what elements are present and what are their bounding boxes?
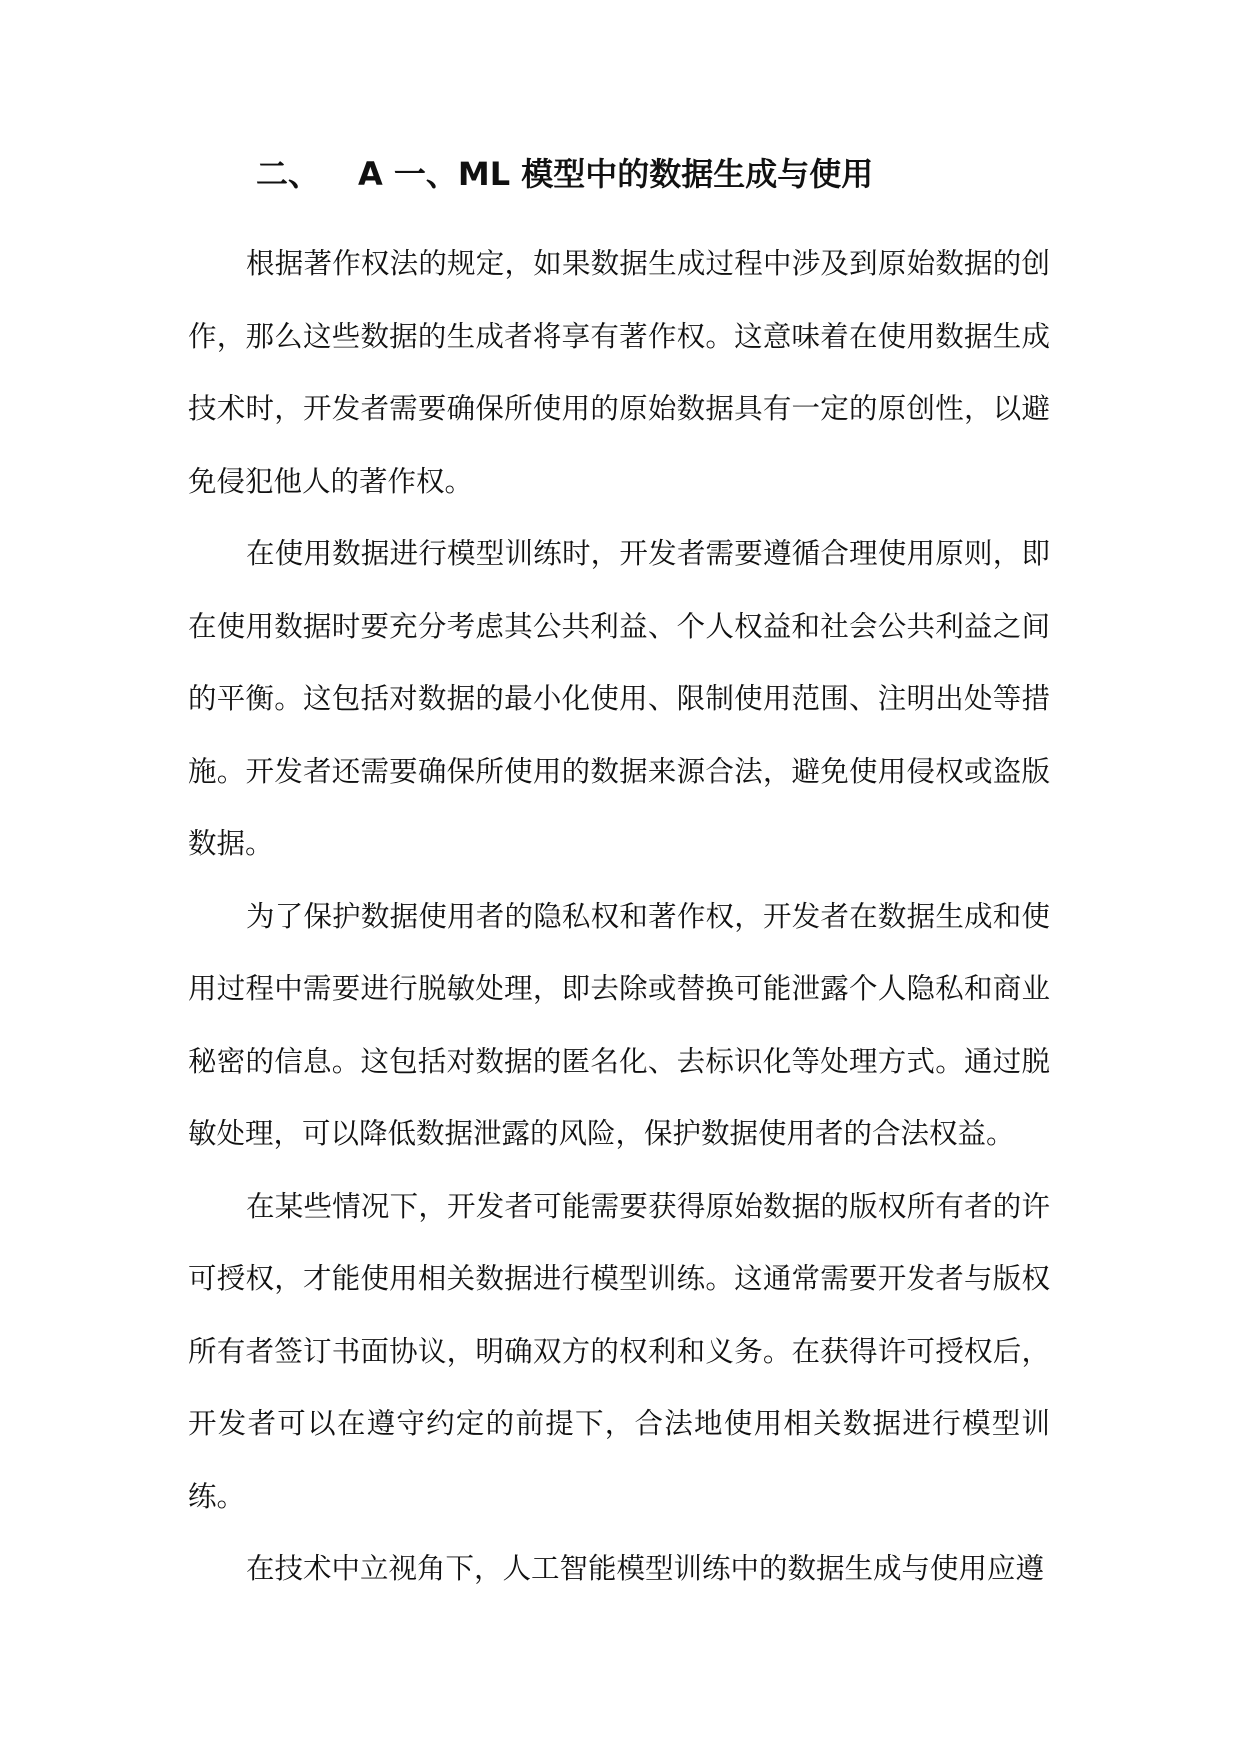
section-heading (256, 148, 873, 200)
paragraph: 在技术中立视角下，人工智能模型训练中的数据生成与使用应遵 (246, 1552, 1045, 1585)
section-number: 二、 (256, 155, 321, 193)
paragraph: 为了保护数据使用者的隐私权和著作权，开发者在数据生成和使用过程中需要进行脱敏处理，即去除或替换可能泄露个人隐私和商业秘密的信息。这包括对数据的匿名化、去标识化等处理方式。通过脱敏处理，可以降低数据泄露的风险，保护数据使用者的合法权益。 (188, 899, 1050, 1150)
paragraph: 在某些情况下，开发者可能需要获得原始数据的版权所有者的许可授权，才能使用相关数据进行模型训练。这通常需要开发者与版权所有者签订书面协议，明确双方的权利和义务。在获得许可授权后，开发者可以在遵守约定的前提下，合法地使用相关数据进行模型训练。 (188, 1189, 1050, 1513)
section-title: A 一、ML 模型中的数据生成与使用 (358, 155, 874, 193)
paragraph: 根据著作权法的规定，如果数据生成过程中涉及到原始数据的创作，那么这些数据的生成者将享有著作权。这意味着在使用数据生成技术时，开发者需要确保所使用的原始数据具有一定的原创性，以避免侵犯他人的著作权。 (188, 247, 1050, 498)
document-body (188, 228, 1050, 1606)
paragraph: 在使用数据进行模型训练时，开发者需要遵循合理使用原则，即在使用数据时要充分考虑其公共利益、个人权益和社会公共利益之间的平衡。这包括对数据的最小化使用、限制使用范围、注明出处等措施。开发者还需要确保所使用的数据来源合法，避免使用侵权或盗版数据。 (188, 537, 1050, 860)
